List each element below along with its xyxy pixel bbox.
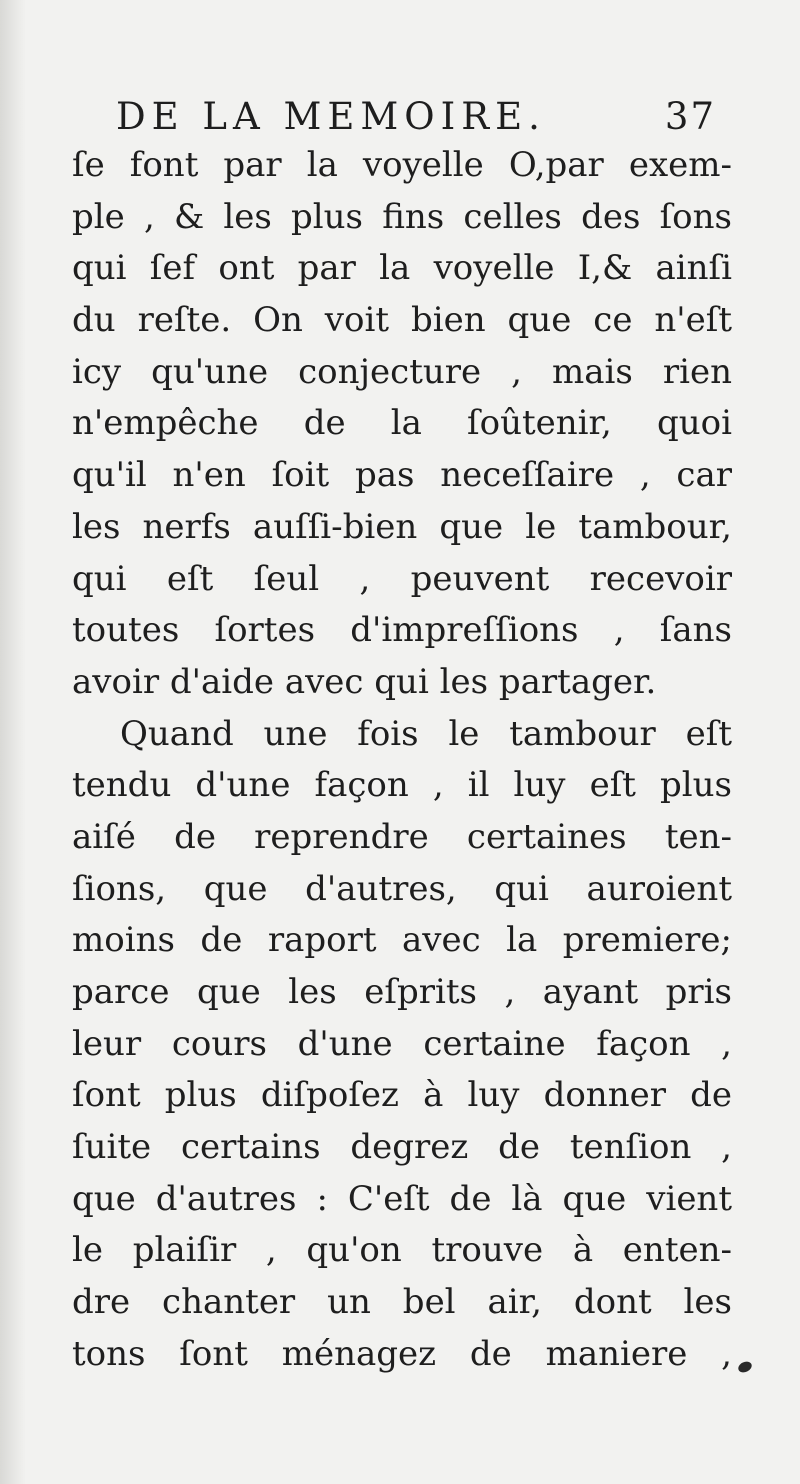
text-line: ſuite certains degrez de tenſion , bbox=[72, 1127, 732, 1168]
text-line: avoir d'aide avec qui les partager. bbox=[72, 661, 657, 702]
body-text bbox=[72, 140, 732, 1381]
text-line: ſe font par la voyelle O,par exem- bbox=[72, 145, 732, 185]
text-line: le plaiſir , qu'on trouve à enten- bbox=[72, 1230, 732, 1271]
text-line: du reſte. On voit bien que ce n'eſt bbox=[72, 300, 732, 341]
text-line: tendu d'une façon , il luy eſt plus bbox=[72, 765, 732, 806]
text-line: icy qu'une conjecture , mais rien bbox=[72, 351, 732, 392]
text-line-paragraph-start: Quand une fois le tambour eſt bbox=[120, 713, 732, 754]
text-line: ple , & les plus fins celles des ſons bbox=[72, 196, 732, 237]
text-line: qui eſt ſeul , peuvent recevoir bbox=[72, 558, 732, 599]
text-line: dre chanter un bel air, dont les bbox=[72, 1282, 732, 1323]
text-line: que d'autres : C'eſt de là que vient bbox=[72, 1178, 732, 1219]
text-line: moins de raport avec la premiere; bbox=[72, 920, 732, 961]
page-number: 37 bbox=[664, 95, 716, 138]
text-line: les nerfs auſſi-bien que le tambour, bbox=[72, 506, 732, 547]
text-line: n'empêche de la ſoûtenir, quoi bbox=[72, 403, 732, 444]
running-head-title: DE LA MEMOIRE. bbox=[116, 95, 546, 138]
ink-spot bbox=[737, 1360, 754, 1375]
text-line: ſont plus diſpoſez à luy donner de bbox=[72, 1075, 732, 1116]
text-line: qu'il n'en ſoit pas neceſſaire , car bbox=[72, 455, 732, 496]
text-line: ſions, que d'autres, qui auroient bbox=[72, 868, 732, 909]
gutter-shadow bbox=[0, 0, 26, 1484]
text-line: tons ſont ménagez de maniere , bbox=[72, 1333, 732, 1374]
text-line: leur cours d'une certaine façon , bbox=[72, 1023, 732, 1064]
running-head bbox=[116, 92, 716, 142]
text-line: parce que les eſprits , ayant pris bbox=[72, 972, 732, 1012]
text-line: qui ſef ont par la voyelle I,& ainſi bbox=[72, 248, 732, 289]
text-line: aiſé de reprendre certaines ten- bbox=[72, 816, 732, 857]
text-line: toutes ſortes d'impreſſions , ſans bbox=[72, 610, 732, 651]
